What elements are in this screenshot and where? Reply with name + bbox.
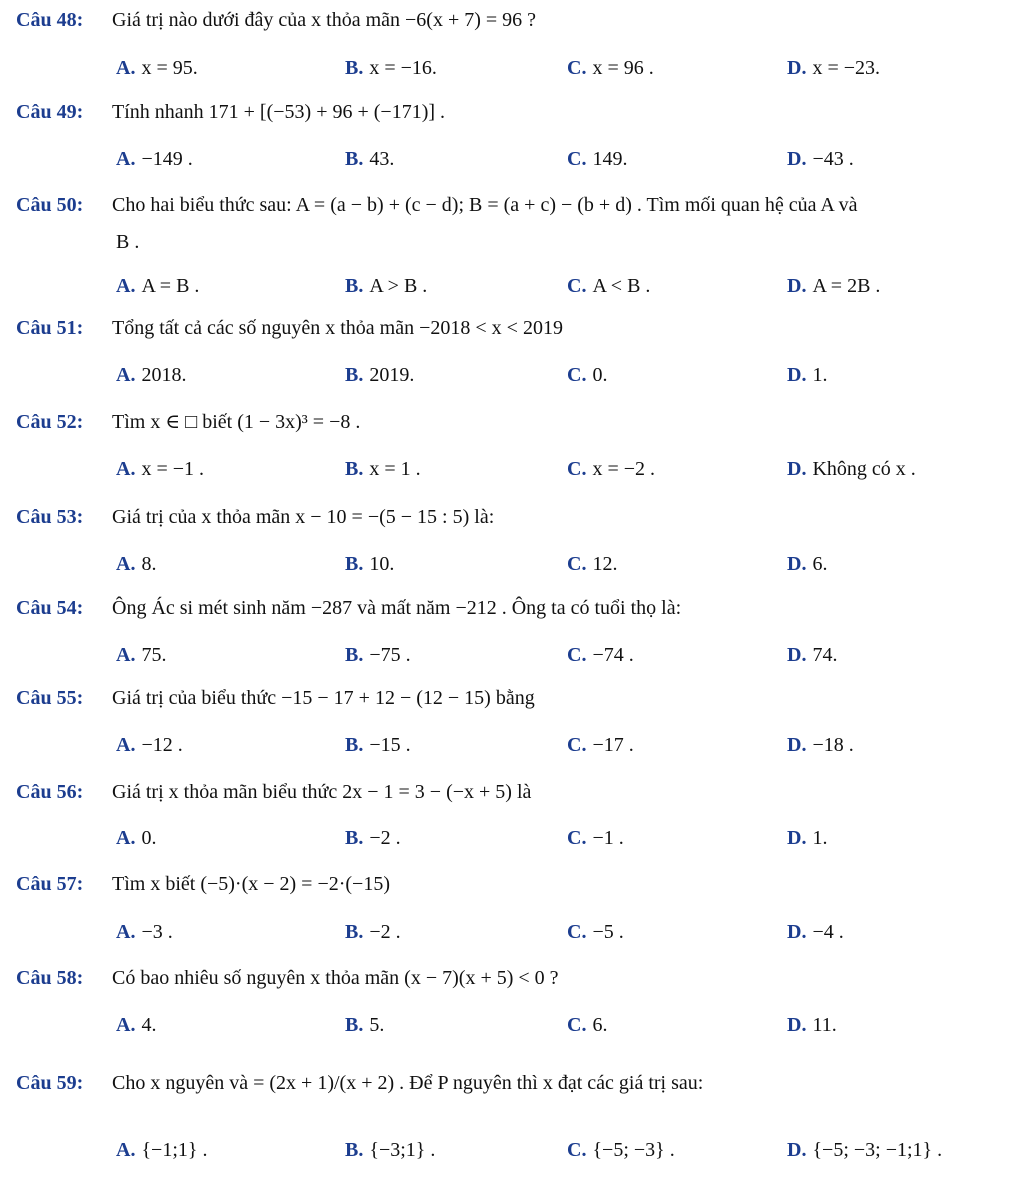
answer-option bbox=[116, 920, 173, 944]
option-letter: A. bbox=[116, 458, 136, 480]
option-value: −4 . bbox=[812, 921, 844, 943]
option-value: −74 . bbox=[592, 644, 634, 666]
answer-option bbox=[567, 457, 655, 481]
answer-option bbox=[345, 920, 401, 944]
question-number: Câu 49: bbox=[16, 101, 84, 123]
answer-option bbox=[787, 826, 827, 850]
option-letter: C. bbox=[567, 1139, 587, 1161]
question-text: Tính nhanh 171 + [(−53) + 96 + (−171)] . bbox=[112, 101, 446, 123]
answer-option bbox=[345, 826, 401, 850]
question-text: Có bao nhiêu số nguyên x thỏa mãn (x − 7)(x + 5) < 0 ? bbox=[112, 967, 559, 989]
option-letter: B. bbox=[345, 458, 364, 480]
option-letter: D. bbox=[787, 644, 807, 666]
option-value: 1. bbox=[812, 827, 828, 849]
option-letter: B. bbox=[345, 148, 364, 170]
option-value: 5. bbox=[369, 1014, 385, 1036]
question-line bbox=[16, 410, 360, 434]
answer-option bbox=[787, 643, 837, 667]
answer-option bbox=[345, 457, 421, 481]
answer-option bbox=[116, 643, 166, 667]
question-text: Cho x nguyên và = (2x + 1)/(x + 2) . Để P nguyên thì x đạt các giá trị sau: bbox=[112, 1072, 704, 1094]
option-value: −149 . bbox=[141, 148, 193, 170]
option-value: {−5; −3; −1;1} . bbox=[812, 1139, 943, 1161]
question-line bbox=[16, 596, 681, 620]
answer-option bbox=[567, 826, 624, 850]
option-value: 75. bbox=[141, 644, 167, 666]
answer-option bbox=[787, 457, 916, 481]
option-value: 10. bbox=[369, 553, 395, 575]
option-value: −3 . bbox=[141, 921, 173, 943]
question-number: Câu 48: bbox=[16, 9, 84, 31]
option-value: A < B . bbox=[592, 275, 651, 297]
question-line bbox=[16, 505, 494, 529]
option-letter: D. bbox=[787, 364, 807, 386]
option-value: x = −1 . bbox=[141, 458, 205, 480]
answer-option bbox=[567, 643, 634, 667]
option-letter: D. bbox=[787, 1014, 807, 1036]
question-line bbox=[16, 316, 563, 340]
question-line bbox=[16, 100, 445, 124]
option-value: {−5; −3} . bbox=[592, 1139, 675, 1161]
option-letter: B. bbox=[345, 827, 364, 849]
option-value: 8. bbox=[141, 553, 157, 575]
option-value: A > B . bbox=[369, 275, 428, 297]
option-value: 74. bbox=[812, 644, 838, 666]
option-letter: B. bbox=[345, 1139, 364, 1161]
option-value: 2018. bbox=[141, 364, 187, 386]
option-letter: C. bbox=[567, 1014, 587, 1036]
answer-option bbox=[345, 56, 437, 80]
answer-option bbox=[787, 1013, 837, 1037]
option-letter: B. bbox=[345, 553, 364, 575]
option-letter: D. bbox=[787, 275, 807, 297]
option-value: 4. bbox=[141, 1014, 157, 1036]
question-number: Câu 55: bbox=[16, 687, 84, 709]
answer-option bbox=[567, 1138, 675, 1162]
option-value: x = −16. bbox=[369, 57, 437, 79]
option-letter: B. bbox=[345, 57, 364, 79]
answer-option bbox=[345, 643, 411, 667]
option-value: −1 . bbox=[592, 827, 624, 849]
option-letter: B. bbox=[345, 1014, 364, 1036]
option-letter: C. bbox=[567, 57, 587, 79]
question-text: Giá trị của biểu thức −15 − 17 + 12 − (12 − 15) bằng bbox=[112, 687, 535, 709]
answer-option bbox=[567, 552, 617, 576]
question-number: Câu 53: bbox=[16, 506, 84, 528]
option-letter: A. bbox=[116, 734, 136, 756]
answer-option bbox=[116, 363, 186, 387]
option-letter: B. bbox=[345, 364, 364, 386]
answer-option bbox=[567, 733, 634, 757]
option-value: −2 . bbox=[369, 921, 401, 943]
answer-option bbox=[345, 1138, 435, 1162]
answer-option bbox=[567, 363, 607, 387]
option-letter: D. bbox=[787, 921, 807, 943]
option-letter: C. bbox=[567, 275, 587, 297]
option-value: −17 . bbox=[592, 734, 634, 756]
option-letter: C. bbox=[567, 364, 587, 386]
option-letter: A. bbox=[116, 1139, 136, 1161]
option-value: −15 . bbox=[369, 734, 411, 756]
answer-option bbox=[345, 1013, 384, 1037]
option-letter: D. bbox=[787, 553, 807, 575]
answer-option bbox=[116, 552, 156, 576]
answer-option bbox=[116, 56, 198, 80]
question-text: Giá trị của x thỏa mãn x − 10 = −(5 − 15 : 5) là: bbox=[112, 506, 495, 528]
question-text: Cho hai biểu thức sau: A = (a − b) + (c − d); B = (a + c) − (b + d) . Tìm mối quan hệ của A và bbox=[112, 194, 858, 216]
option-letter: C. bbox=[567, 827, 587, 849]
option-value: 6. bbox=[592, 1014, 608, 1036]
answer-option bbox=[787, 274, 880, 298]
question-text-continued: B . bbox=[116, 231, 140, 253]
question-number: Câu 54: bbox=[16, 597, 84, 619]
option-value: −18 . bbox=[812, 734, 854, 756]
option-value: 6. bbox=[812, 553, 828, 575]
option-letter: C. bbox=[567, 921, 587, 943]
answer-option bbox=[567, 274, 650, 298]
option-value: {−3;1} . bbox=[369, 1139, 436, 1161]
question-line bbox=[16, 966, 559, 990]
option-letter: D. bbox=[787, 734, 807, 756]
question-line bbox=[16, 8, 536, 32]
option-value: −75 . bbox=[369, 644, 411, 666]
answer-option bbox=[787, 552, 827, 576]
question-line bbox=[16, 1071, 703, 1095]
option-value: x = −23. bbox=[812, 57, 881, 79]
option-value: −43 . bbox=[812, 148, 854, 170]
option-value: {−1;1} . bbox=[141, 1139, 208, 1161]
answer-option bbox=[345, 733, 411, 757]
answer-option bbox=[787, 56, 880, 80]
option-value: −2 . bbox=[369, 827, 401, 849]
question-number: Câu 57: bbox=[16, 873, 84, 895]
option-letter: B. bbox=[345, 644, 364, 666]
answer-option bbox=[787, 147, 854, 171]
answer-option bbox=[787, 363, 827, 387]
option-letter: B. bbox=[345, 921, 364, 943]
question-number: Câu 58: bbox=[16, 967, 84, 989]
answer-option bbox=[345, 147, 394, 171]
option-value: 11. bbox=[812, 1014, 837, 1036]
option-value: −12 . bbox=[141, 734, 183, 756]
question-text: Giá trị nào dưới đây của x thỏa mãn −6(x + 7) = 96 ? bbox=[112, 9, 537, 31]
answer-option bbox=[116, 1138, 208, 1162]
option-value: 1. bbox=[812, 364, 828, 386]
answer-option bbox=[116, 457, 204, 481]
option-value: x = 1 . bbox=[369, 458, 421, 480]
option-letter: D. bbox=[787, 458, 807, 480]
option-letter: D. bbox=[787, 148, 807, 170]
option-value: x = 96 . bbox=[592, 57, 654, 79]
question-line bbox=[16, 872, 390, 896]
option-letter: C. bbox=[567, 148, 587, 170]
answer-option bbox=[116, 147, 193, 171]
question-line bbox=[16, 780, 531, 804]
option-value: 0. bbox=[592, 364, 608, 386]
option-value: 0. bbox=[141, 827, 157, 849]
option-letter: B. bbox=[345, 275, 364, 297]
question-line bbox=[16, 686, 535, 710]
option-letter: A. bbox=[116, 553, 136, 575]
option-letter: A. bbox=[116, 1014, 136, 1036]
answer-option bbox=[116, 1013, 156, 1037]
option-letter: C. bbox=[567, 553, 587, 575]
answer-option bbox=[345, 552, 394, 576]
question-number: Câu 52: bbox=[16, 411, 84, 433]
option-letter: D. bbox=[787, 827, 807, 849]
option-value: 43. bbox=[369, 148, 395, 170]
question-number: Câu 56: bbox=[16, 781, 84, 803]
option-value: x = 95. bbox=[141, 57, 198, 79]
answer-option bbox=[787, 920, 844, 944]
answer-option bbox=[345, 363, 414, 387]
option-letter: D. bbox=[787, 57, 807, 79]
answer-option bbox=[567, 1013, 607, 1037]
option-letter: A. bbox=[116, 57, 136, 79]
question-text: Ông Ác si mét sinh năm −287 và mất năm −212 . Ông ta có tuổi thọ là: bbox=[112, 597, 682, 619]
answer-option bbox=[116, 733, 183, 757]
question-number: Câu 51: bbox=[16, 317, 84, 339]
option-letter: A. bbox=[116, 275, 136, 297]
option-letter: C. bbox=[567, 644, 587, 666]
option-letter: D. bbox=[787, 1139, 807, 1161]
option-value: Không có x . bbox=[812, 458, 916, 480]
option-letter: A. bbox=[116, 364, 136, 386]
answer-option bbox=[567, 56, 654, 80]
option-letter: C. bbox=[567, 734, 587, 756]
answer-option bbox=[787, 733, 854, 757]
option-letter: A. bbox=[116, 644, 136, 666]
answer-option bbox=[116, 826, 156, 850]
option-letter: B. bbox=[345, 734, 364, 756]
answer-option bbox=[116, 274, 199, 298]
option-value: A = B . bbox=[141, 275, 200, 297]
option-value: 12. bbox=[592, 553, 618, 575]
option-letter: A. bbox=[116, 148, 136, 170]
option-value: 2019. bbox=[369, 364, 415, 386]
answer-option bbox=[567, 147, 627, 171]
question-number: Câu 50: bbox=[16, 194, 84, 216]
option-letter: A. bbox=[116, 827, 136, 849]
answer-option bbox=[345, 274, 427, 298]
option-value: −5 . bbox=[592, 921, 624, 943]
question-text: Tổng tất cả các số nguyên x thỏa mãn −2018 < x < 2019 bbox=[112, 317, 563, 339]
option-letter: A. bbox=[116, 921, 136, 943]
option-value: x = −2 . bbox=[592, 458, 656, 480]
question-number: Câu 59: bbox=[16, 1072, 84, 1094]
option-value: 149. bbox=[592, 148, 628, 170]
question-text: Tìm x biết (−5)·(x − 2) = −2·(−15) bbox=[112, 873, 390, 895]
option-value: A = 2B . bbox=[812, 275, 881, 297]
answer-option bbox=[567, 920, 624, 944]
question-line bbox=[16, 193, 858, 217]
question-text: Tìm x ∈ □ biết (1 − 3x)³ = −8 . bbox=[112, 411, 361, 433]
option-letter: C. bbox=[567, 458, 587, 480]
answer-option bbox=[787, 1138, 942, 1162]
question-text: Giá trị x thỏa mãn biểu thức 2x − 1 = 3 − (−x + 5) là bbox=[112, 781, 532, 803]
